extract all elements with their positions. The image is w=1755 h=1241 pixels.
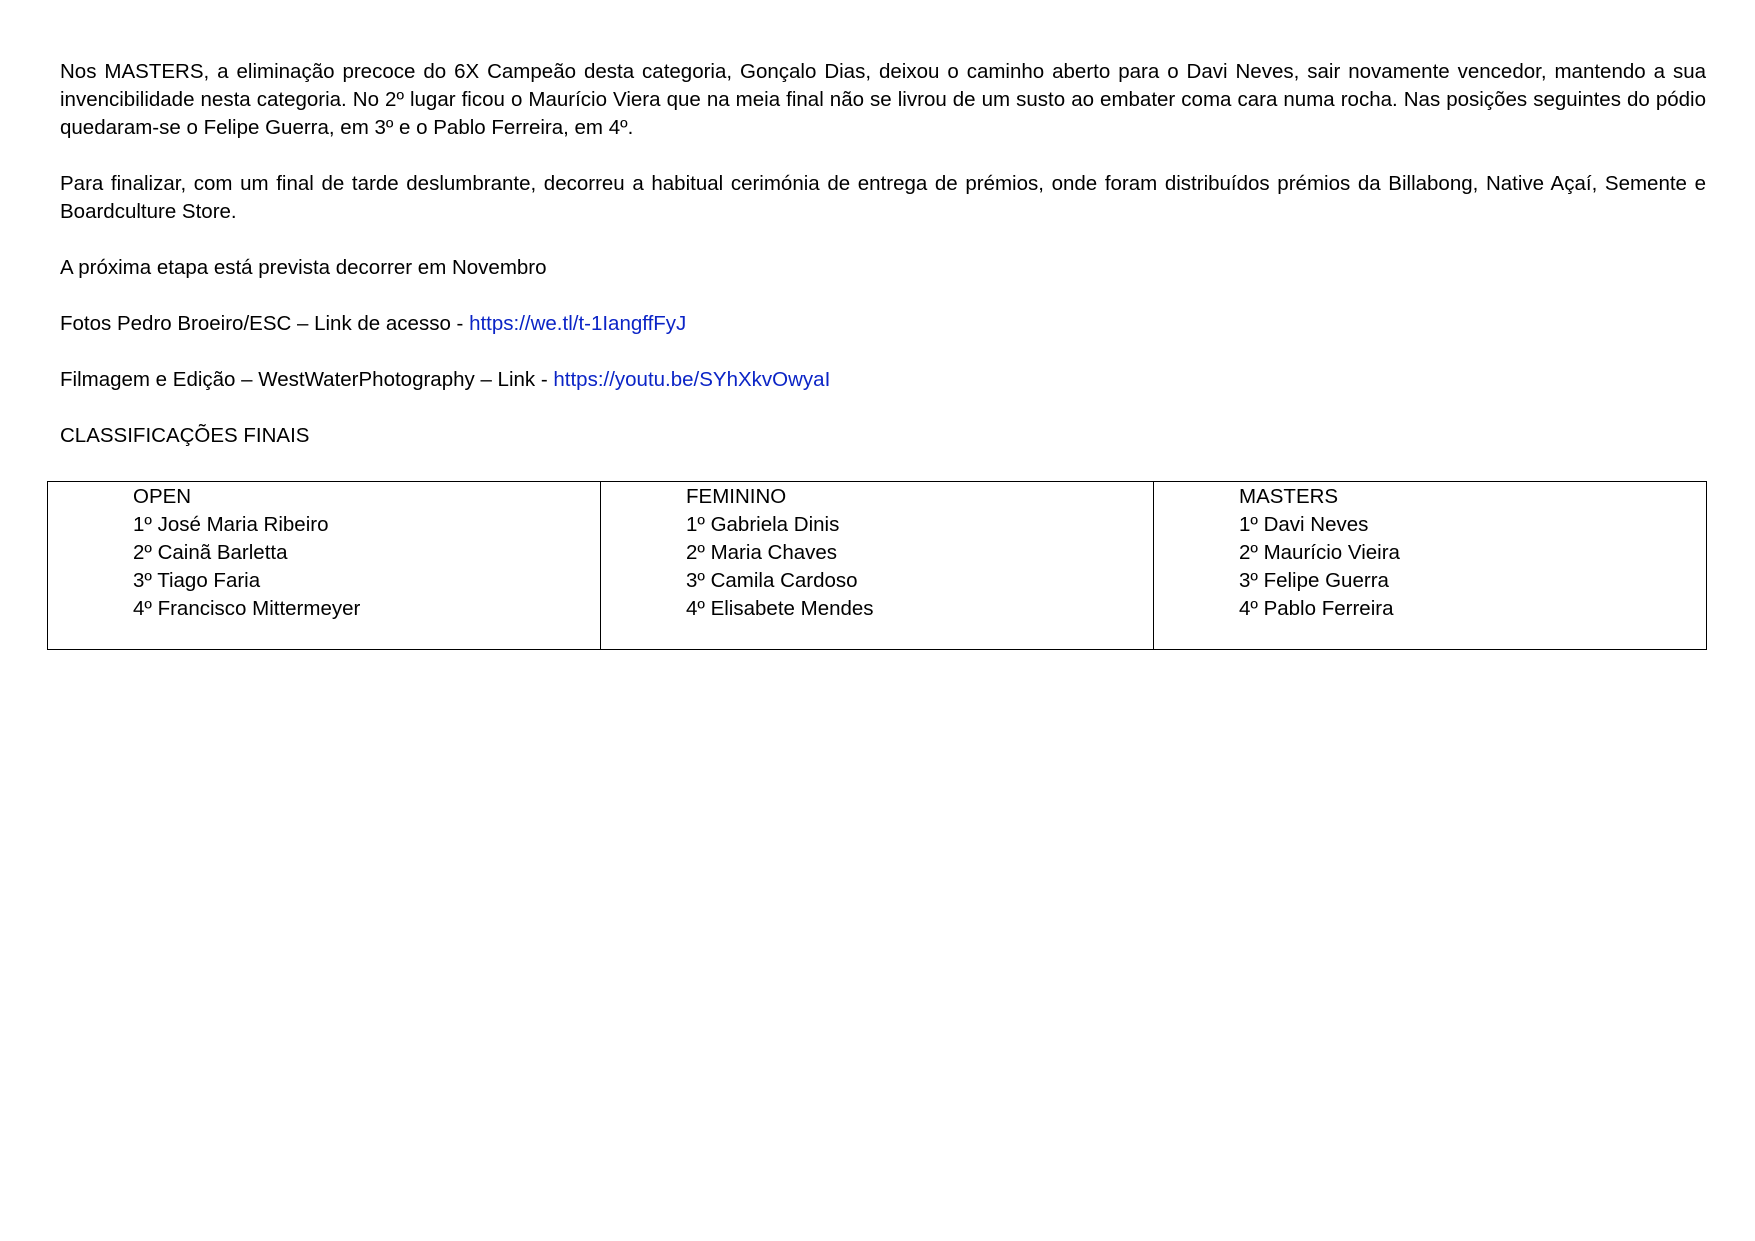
video-line <box>60 366 1706 394</box>
category-title: OPEN <box>133 485 192 508</box>
place-item: 4º Pablo Ferreira <box>1239 597 1394 620</box>
place-item: 2º Maria Chaves <box>686 541 838 564</box>
place-item: 2º Maurício Vieira <box>1239 541 1400 564</box>
awards-paragraph: Para finalizar, com um final de tarde deslumbrante, decorreu a habitual cerimónia de entrega de prémios, onde foram distribuídos prémios da Billabong, Native Açaí, Semente e Boardculture Store. <box>60 172 1706 223</box>
photos-link[interactable]: https://we.tl/t-1IangffFyJ <box>469 312 687 335</box>
next-stage-line: A próxima etapa está prevista decorrer em Novembro <box>60 256 547 279</box>
place-item: 1º Davi Neves <box>1239 513 1369 536</box>
final-classifications-heading: CLASSIFICAÇÕES FINAIS <box>60 424 310 447</box>
place-item: 3º Camila Cardoso <box>686 569 858 592</box>
place-item: 4º Francisco Mittermeyer <box>133 597 361 620</box>
place-item: 1º Gabriela Dinis <box>686 513 840 536</box>
video-link[interactable]: https://youtu.be/SYhXkvOwyaI <box>553 368 831 391</box>
masters-paragraph: Nos MASTERS, a eliminação precoce do 6X Campeão desta categoria, Gonçalo Dias, deixou o caminho aberto para o Davi Neves, sair novamente vencedor, mantendo a sua invencibilidade nesta categoria. No 2º lugar ficou o Maurício Viera que na meia final não se livrou de um susto ao embater coma cara numa rocha. Nas posições seguintes do pódio quedaram-se o Felipe Guerra, em 3º e o Pablo Ferreira, em 4º. <box>60 60 1706 139</box>
results-column-feminino <box>600 482 1153 649</box>
place-item: 3º Felipe Guerra <box>1239 569 1389 592</box>
photos-label: Fotos Pedro Broeiro/ESC – Link de acesso - <box>60 312 470 335</box>
place-item: 1º José Maria Ribeiro <box>133 513 329 536</box>
results-column-masters <box>1153 482 1706 649</box>
place-item: 4º Elisabete Mendes <box>686 597 874 620</box>
category-title: FEMININO <box>686 485 787 508</box>
video-label: Filmagem e Edição – WestWaterPhotography – Link - <box>60 368 554 391</box>
place-item: 2º Cainã Barletta <box>133 541 288 564</box>
category-title: MASTERS <box>1239 485 1339 508</box>
results-column-open <box>48 482 600 649</box>
document-body <box>60 58 1706 478</box>
place-item: 3º Tiago Faria <box>133 569 261 592</box>
photos-line <box>60 310 1706 338</box>
results-table <box>47 481 1707 650</box>
